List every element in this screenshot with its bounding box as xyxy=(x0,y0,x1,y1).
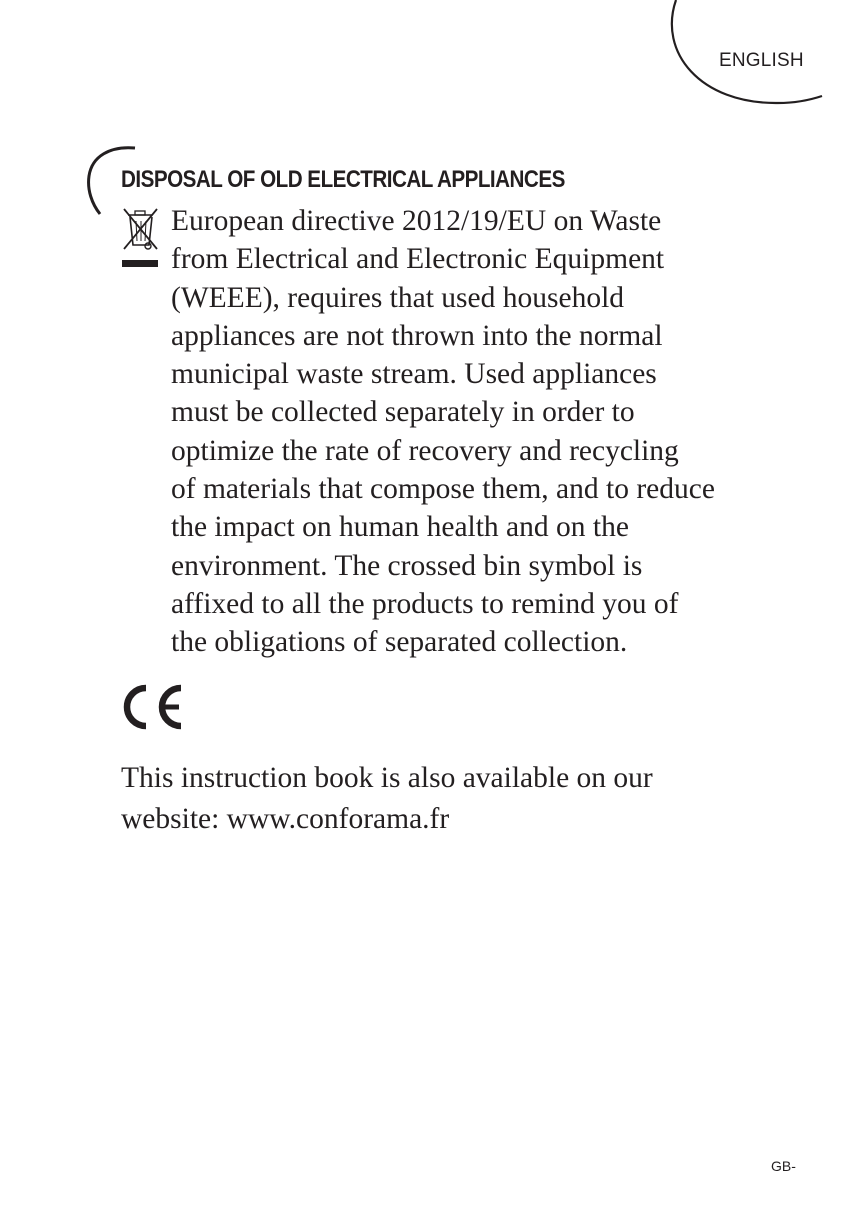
availability-line: website: www.conforama.fr xyxy=(121,803,450,835)
weee-paragraph-line: from Electrical and Electronic Equipment xyxy=(171,243,665,276)
weee-paragraph-line: of materials that compose them, and to reduce xyxy=(171,473,715,506)
availability-note xyxy=(121,758,653,840)
crossed-bin-icon xyxy=(119,205,161,269)
language-label: ENGLISH xyxy=(719,50,804,71)
weee-paragraph-line: the impact on human health and on the xyxy=(171,511,629,544)
weee-paragraph-line: (WEEE), requires that used household xyxy=(171,281,625,314)
weee-paragraph-line: environment. The crossed bin symbol is xyxy=(171,549,643,582)
weee-paragraph-line: affixed to all the products to remind you of xyxy=(171,587,679,620)
weee-paragraph-line: optimize the rate of recovery and recycling xyxy=(171,434,679,467)
section-title: DISPOSAL OF OLD ELECTRICAL APPLIANCES xyxy=(121,166,565,193)
weee-paragraph-line: appliances are not thrown into the normal xyxy=(171,319,663,352)
page-number: GB- xyxy=(771,1158,796,1174)
ce-mark-icon xyxy=(119,682,185,732)
weee-paragraph-line: the obligations of separated collection. xyxy=(171,626,628,659)
weee-paragraph xyxy=(171,202,811,662)
weee-paragraph-line: municipal waste stream. Used appliances xyxy=(171,358,657,391)
availability-line: This instruction book is also available on our xyxy=(121,762,653,794)
weee-paragraph-line: must be collected separately in order to xyxy=(171,396,635,429)
weee-paragraph-line: European directive 2012/19/EU on Waste xyxy=(171,205,662,237)
